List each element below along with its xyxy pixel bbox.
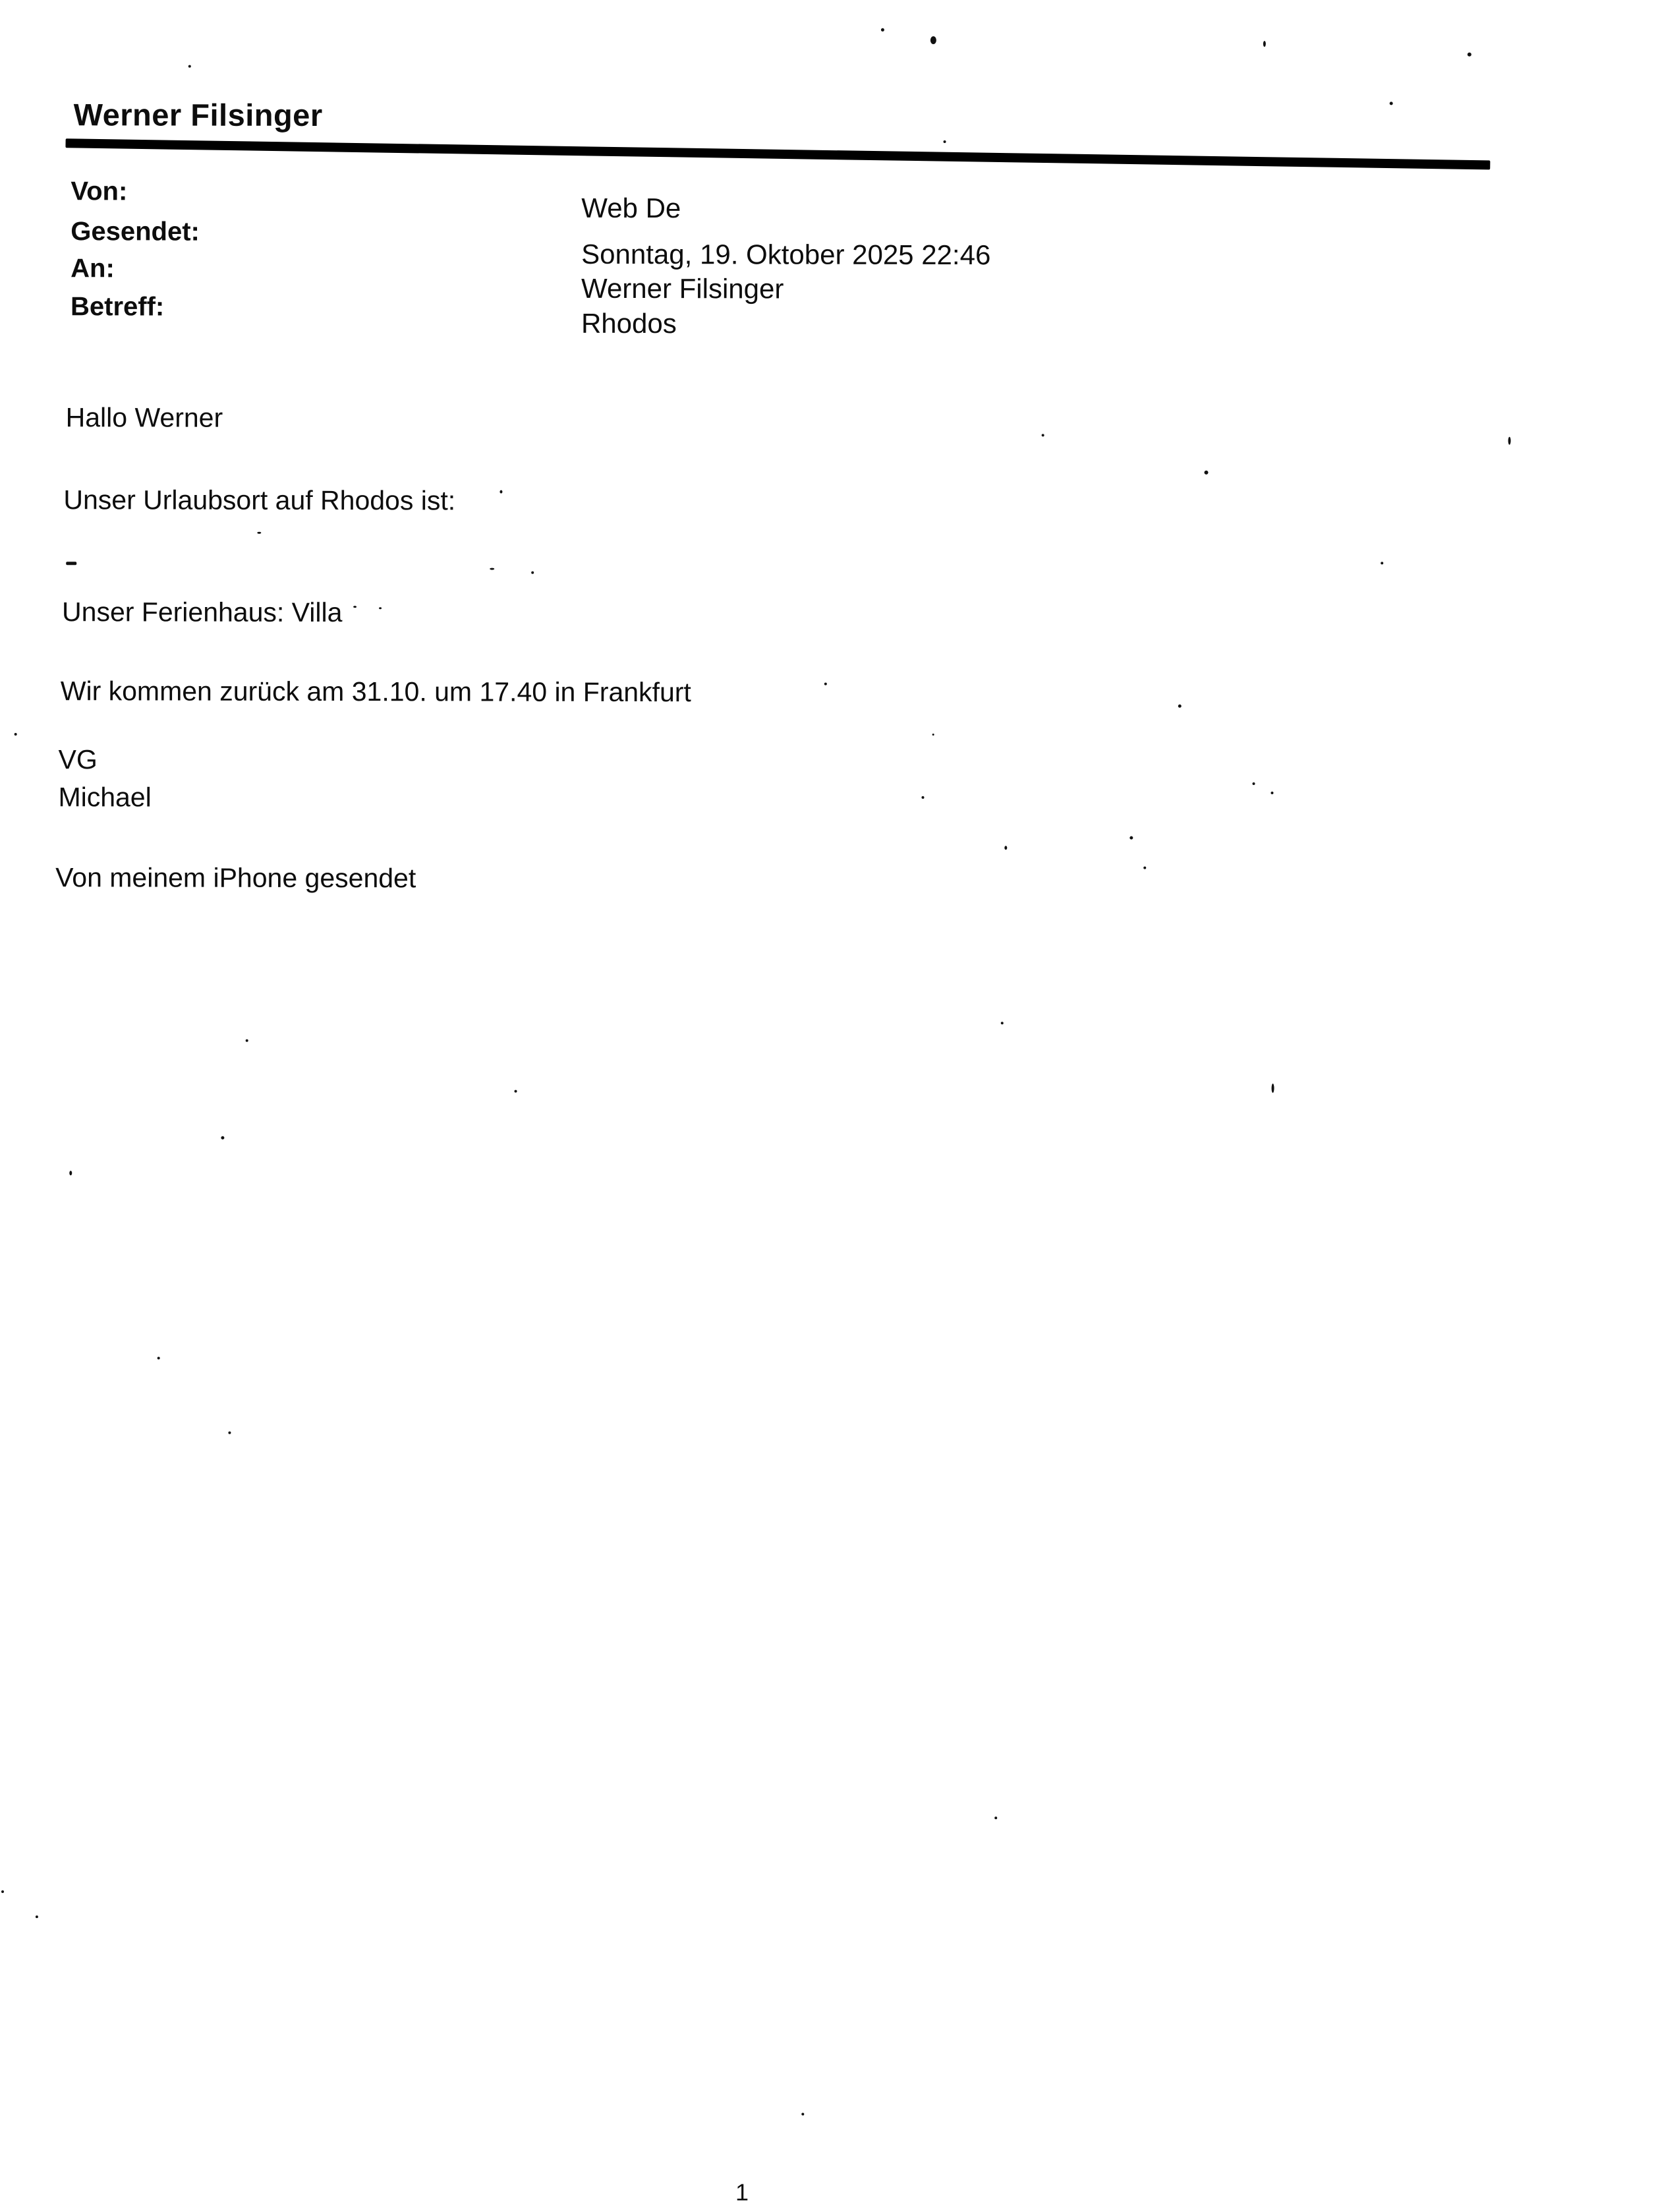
- scan-speck: [379, 607, 382, 609]
- location-line: Unser Urlaubsort auf Rhodos ist:: [63, 484, 456, 516]
- scan-speck: [157, 1357, 160, 1360]
- sender-name-heading: Werner Filsinger: [73, 97, 323, 133]
- house-line: Unser Ferienhaus: Villa: [62, 597, 343, 628]
- scan-speck: [1390, 102, 1393, 105]
- scan-speck: [1001, 1022, 1004, 1024]
- closing-line: VG: [58, 744, 98, 775]
- scan-speck: [1381, 562, 1383, 564]
- scan-speck: [69, 1171, 72, 1175]
- scan-speck: [531, 571, 534, 574]
- scan-speck: [1129, 836, 1133, 840]
- sent-value: Sonntag, 19. Oktober 2025 22:46: [581, 238, 991, 271]
- to-label: An:: [71, 254, 115, 283]
- page-number: 1: [735, 2178, 749, 2206]
- scan-speck: [1, 1890, 4, 1893]
- scan-speck: [1178, 705, 1182, 708]
- greeting-line: Hallo Werner: [65, 402, 223, 433]
- scan-speck: [1271, 792, 1273, 794]
- scan-speck: [944, 140, 946, 143]
- scan-speck: [14, 733, 17, 736]
- mobile-footer-line: Von meinem iPhone gesendet: [55, 862, 416, 894]
- scan-speck: [66, 562, 76, 565]
- scan-speck: [188, 65, 191, 68]
- from-label: Von:: [71, 177, 128, 206]
- scan-speck: [994, 1817, 997, 1819]
- scan-speck: [932, 734, 934, 736]
- to-value: Werner Filsinger: [581, 272, 784, 305]
- scan-speck: [824, 683, 827, 685]
- scan-speck: [1004, 846, 1007, 850]
- scan-speck: [490, 568, 494, 570]
- scan-speck: [1253, 782, 1255, 785]
- scan-speck: [801, 2113, 804, 2116]
- scan-speck: [881, 28, 884, 32]
- scan-speck: [221, 1136, 224, 1140]
- scan-speck: [921, 796, 924, 799]
- scan-speck: [1143, 867, 1146, 869]
- from-value: Web De: [581, 192, 681, 224]
- scan-speck: [1263, 41, 1266, 47]
- scan-speck: [228, 1432, 231, 1434]
- scan-speck: [246, 1039, 248, 1042]
- scan-speck: [1042, 434, 1044, 436]
- scan-speck: [257, 532, 261, 534]
- subject-label: Betreff:: [70, 292, 165, 322]
- scan-speck: [1204, 471, 1208, 475]
- return-line: Wir kommen zurück am 31.10. um 17.40 in Frankfurt: [60, 676, 691, 708]
- subject-value: Rhodos: [581, 307, 677, 339]
- scan-speck: [1468, 53, 1471, 57]
- scan-speck: [500, 490, 502, 494]
- scan-speck: [353, 606, 357, 608]
- scan-speck: [1508, 437, 1511, 445]
- header-rule: [65, 138, 1490, 169]
- sent-label: Gesendet:: [71, 217, 200, 247]
- signature-line: Michael: [58, 782, 152, 813]
- scan-speck: [36, 1915, 38, 1918]
- scan-speck: [930, 36, 936, 44]
- scan-speck: [1272, 1084, 1274, 1093]
- scan-speck: [515, 1090, 517, 1093]
